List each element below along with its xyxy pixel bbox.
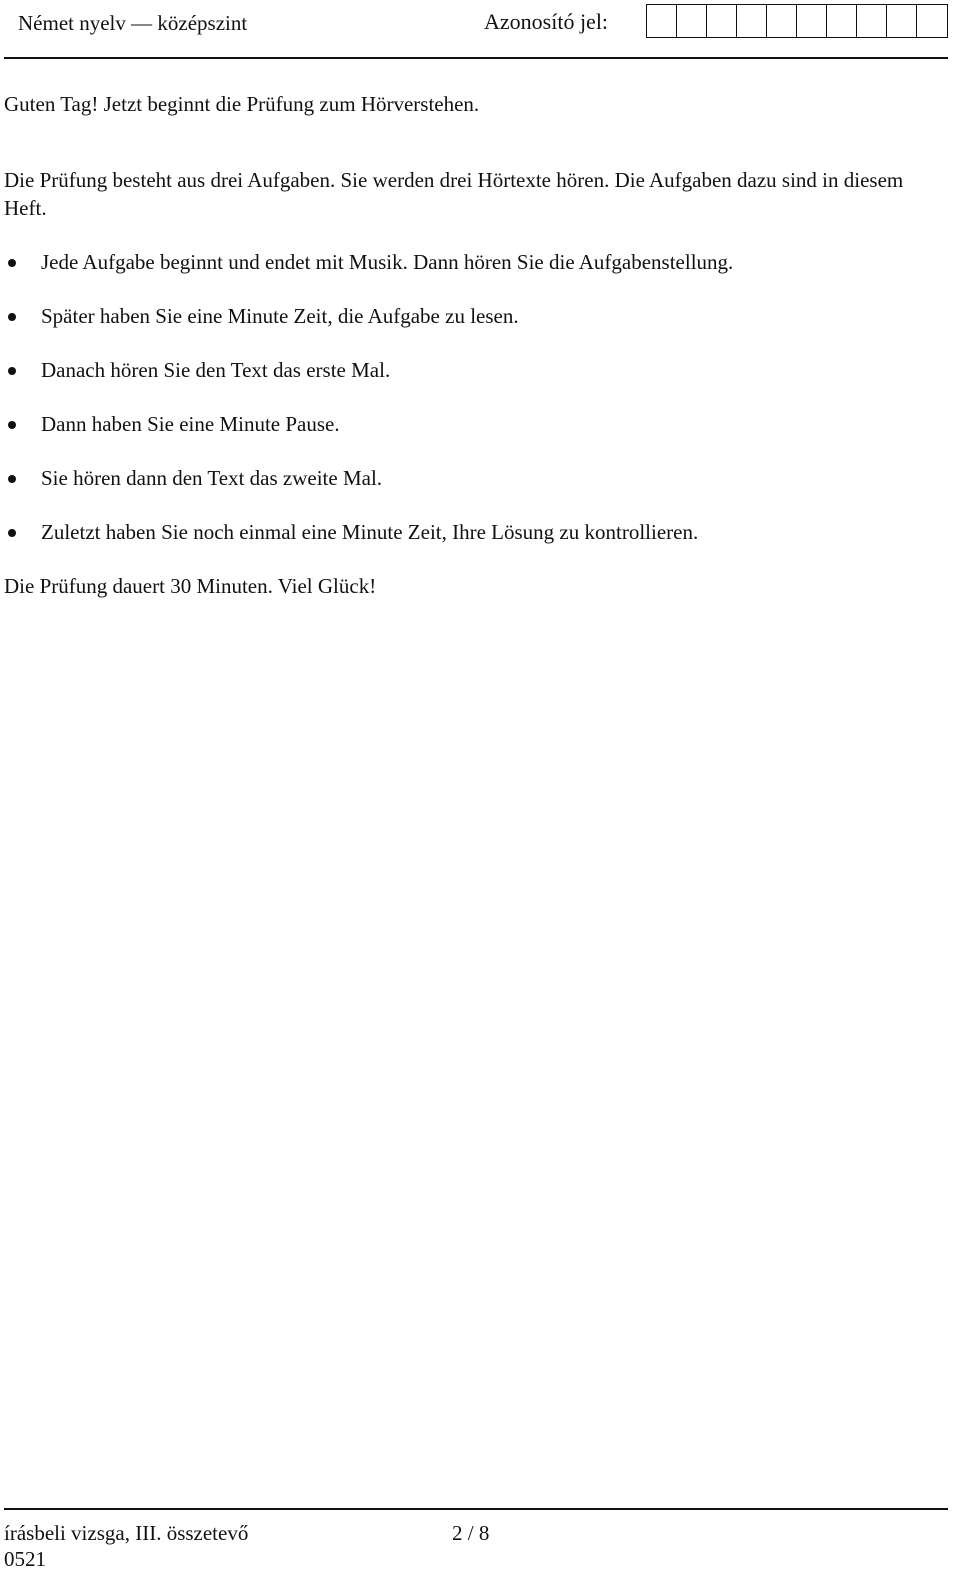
bullet-icon — [8, 259, 16, 267]
list-item-text: Danach hören Sie den Text das erste Mal. — [41, 358, 391, 382]
list-item-text: Jede Aufgabe beginnt und endet mit Musik. Dann hören Sie die Aufgabenstellung. — [41, 250, 734, 274]
id-code-box[interactable] — [917, 5, 947, 37]
exam-part-label: írásbeli vizsga, III. összetevő — [4, 1521, 249, 1545]
instruction-list — [4, 248, 948, 546]
list-item — [4, 302, 948, 330]
list-item — [4, 518, 948, 546]
exam-code: 0521 — [4, 1547, 46, 1571]
id-code-boxes — [646, 4, 948, 38]
bullet-icon — [8, 313, 16, 321]
id-code-box[interactable] — [647, 5, 677, 37]
bullet-icon — [8, 475, 16, 483]
subject-title: Német nyelv — középszint — [18, 11, 248, 35]
instructions-body — [4, 90, 948, 600]
page-number: 2 / 8 — [452, 1521, 490, 1545]
page-header — [0, 0, 960, 60]
footer-divider — [4, 1508, 948, 1510]
id-code-box[interactable] — [707, 5, 737, 37]
id-label: Azonosító jel: — [484, 9, 609, 34]
id-code-box[interactable] — [737, 5, 767, 37]
list-item-text: Zuletzt haben Sie noch einmal eine Minute Zeit, Ihre Lösung zu kontrollieren. — [41, 520, 699, 544]
list-item — [4, 356, 948, 384]
list-item-text: Später haben Sie eine Minute Zeit, die Aufgabe zu lesen. — [41, 304, 519, 328]
list-item — [4, 464, 948, 492]
list-item — [4, 248, 948, 276]
header-divider — [4, 57, 948, 59]
id-code-box[interactable] — [887, 5, 917, 37]
list-item-text: Dann haben Sie eine Minute Pause. — [41, 412, 340, 436]
bullet-icon — [8, 529, 16, 537]
greeting-paragraph: Guten Tag! Jetzt beginnt die Prüfung zum Hörverstehen. — [4, 92, 480, 116]
id-code-box[interactable] — [827, 5, 857, 37]
bullet-icon — [8, 367, 16, 375]
id-code-box[interactable] — [767, 5, 797, 37]
list-item — [4, 410, 948, 438]
intro-paragraph: Die Prüfung besteht aus drei Aufgaben. Sie werden drei Hörtexte hören. Die Aufgaben dazu sind in diesem Heft. — [4, 168, 904, 220]
list-item-text: Sie hören dann den Text das zweite Mal. — [41, 466, 383, 490]
bullet-icon — [8, 421, 16, 429]
id-code-box[interactable] — [677, 5, 707, 37]
closing-paragraph: Die Prüfung dauert 30 Minuten. Viel Glück! — [4, 574, 377, 598]
id-code-box[interactable] — [857, 5, 887, 37]
id-code-box[interactable] — [797, 5, 827, 37]
